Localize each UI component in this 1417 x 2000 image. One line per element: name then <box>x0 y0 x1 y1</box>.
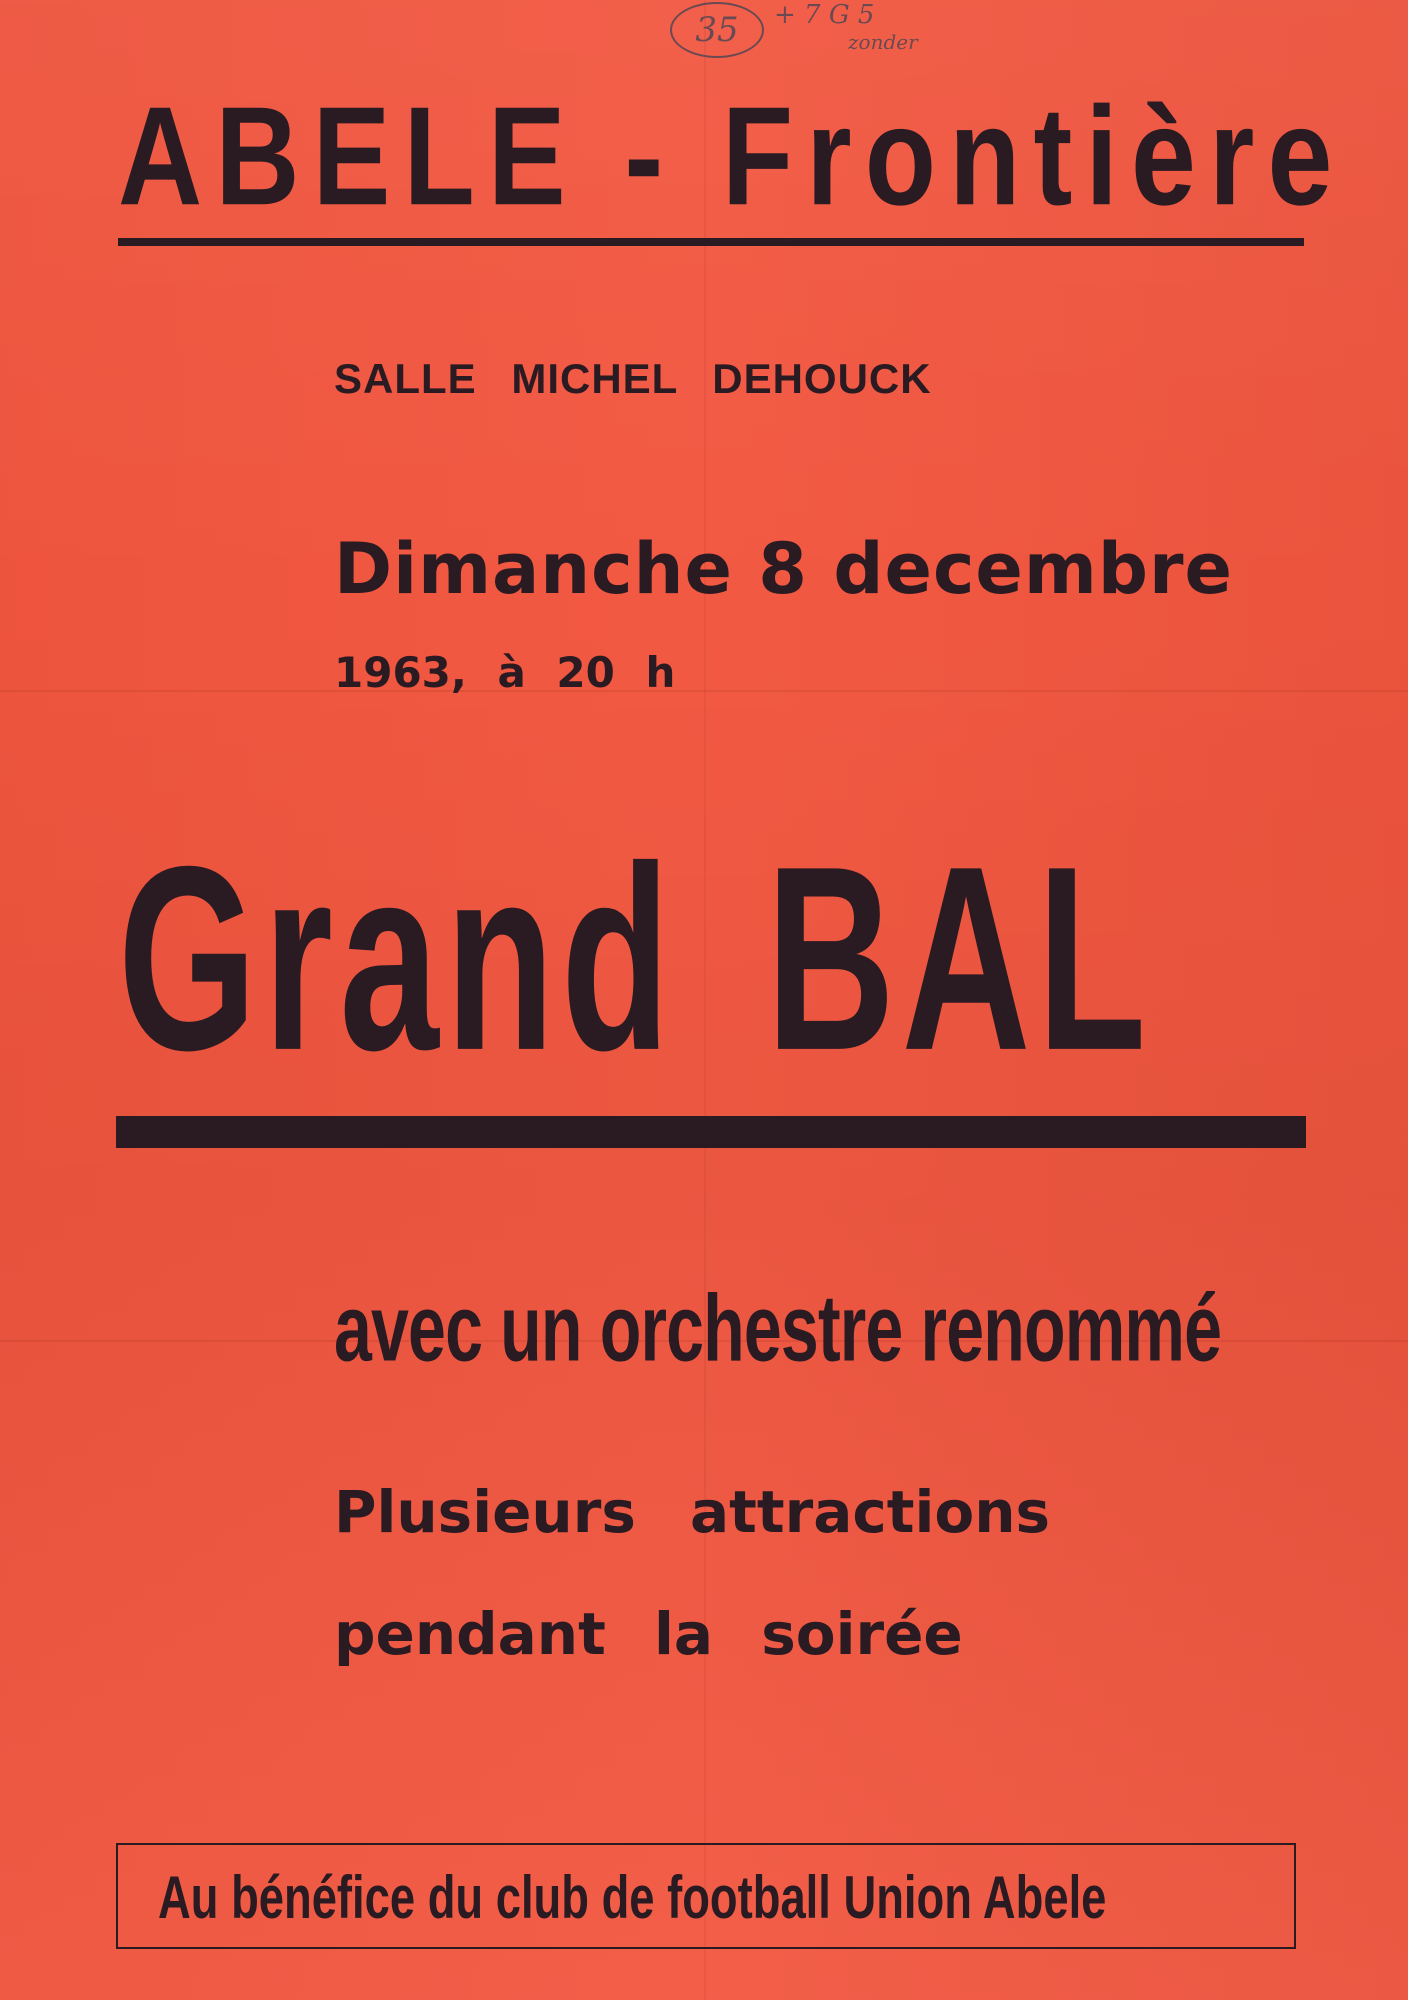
soiree-line: pendant la soirée <box>334 1600 963 1668</box>
orchestra-line: avec un orchestre renommé <box>334 1276 1222 1382</box>
benefit-box <box>116 1843 1296 1949</box>
headline-underline <box>118 238 1304 246</box>
benefit-text: Au bénéfice du club de football Union Abele <box>158 1864 1107 1932</box>
event-title: Grand BAL <box>118 810 1153 1105</box>
handwritten-note-line1: + 7 G 5 <box>774 0 875 30</box>
circled-number: 35 <box>670 2 764 58</box>
venue-name: SALLE MICHEL DEHOUCK <box>334 355 932 402</box>
event-year-time: 1963, à 20 h <box>334 648 676 697</box>
event-title-underline <box>116 1116 1306 1148</box>
attractions-line: Plusieurs attractions <box>334 1478 1051 1546</box>
event-date: Dimanche 8 decembre <box>334 528 1233 610</box>
handwritten-note-line2: zonder <box>848 30 918 54</box>
handwritten-annotation <box>670 0 1030 60</box>
poster-headline: ABELE - Frontière <box>118 78 1346 235</box>
